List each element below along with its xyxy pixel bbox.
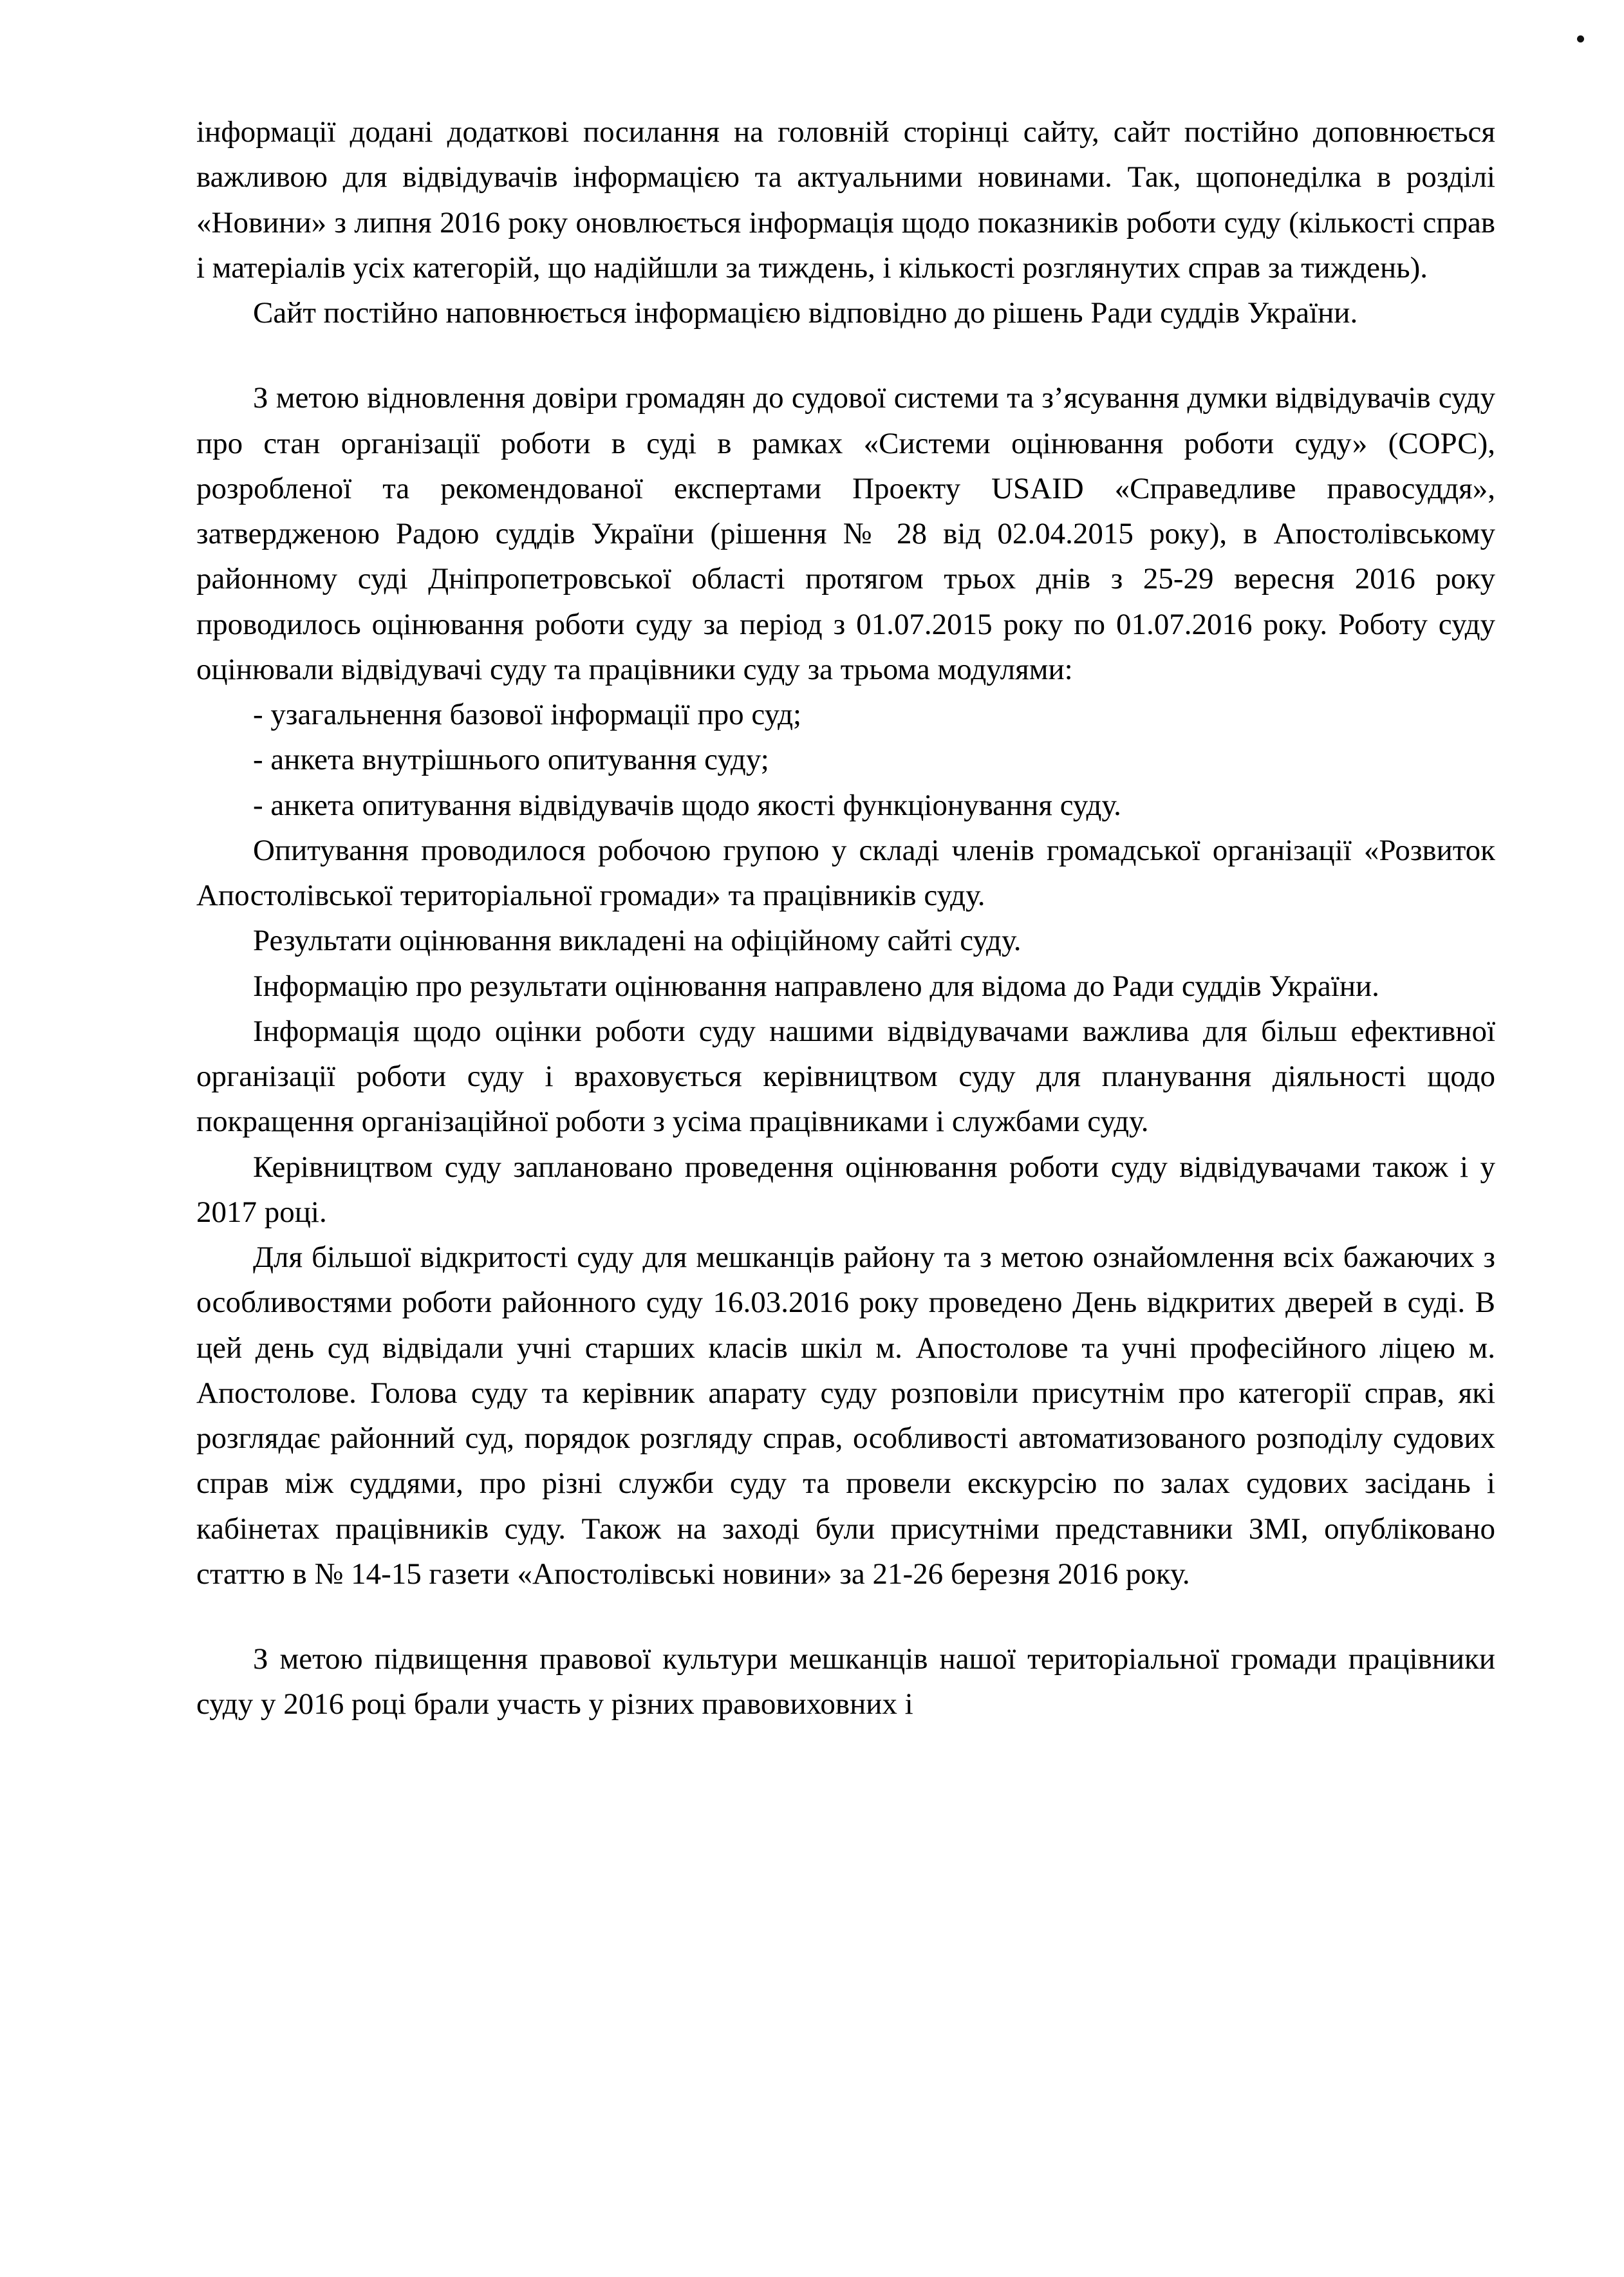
paragraph-importance: Інформація щодо оцінки роботи суду нашими відвідувачами важлива для більш ефективної організації роботи суду і враховується керівництвом суду для планування діяльності щодо покращення організаційної роботи з усіма працівниками і службами суду. — [196, 1014, 1495, 1139]
paragraph-site-filled: Сайт постійно наповнюється інформацією відповідно до рішень Ради суддів України. — [253, 296, 1358, 330]
paragraph-results-sent: Інформацію про результати оцінювання направлено для відома до Ради суддів України. — [253, 969, 1379, 1003]
paragraph-working-group: Опитування проводилося робочою групою у складі членів громадської організації «Розвиток Апостолівської територіальної громади» та працівників суду. — [196, 833, 1495, 912]
paragraph-site-info: інформації додані додаткові посилання на головній сторінці сайту, сайт постійно доповнюється важливою для відвідувачів інформацією та актуальними новинами. Так, щопонеділка в розділі «Новини» з липня 2016 року оновлюється інформація щодо показників роботи суду (кількості справ і матеріалів усіх категорій, що надійшли за тиждень, і кількості розглянутих справ за тиждень). — [196, 115, 1495, 285]
corner-dot-mark — [1577, 35, 1584, 42]
paragraph-module-1: - узагальнення базової інформації про суд; — [253, 698, 802, 731]
paragraph-legal-culture: З метою підвищення правової культури мешканців нашої територіальної громади працівники суду у 2016 році брали участь у різних правовиховних і — [196, 1642, 1495, 1721]
paragraph-spacer-1 — [196, 335, 1495, 375]
paragraph-plan-2017: Керівництвом суду заплановано проведення оцінювання роботи суду відвідувачами також і у 2017 році. — [196, 1150, 1495, 1229]
document-body — [196, 109, 1495, 1727]
paragraph-results-site: Результати оцінювання викладені на офіційному сайті суду. — [253, 924, 1022, 958]
paragraph-spacer-2 — [196, 1597, 1495, 1636]
paragraph-module-3: - анкета опитування відвідувачів щодо якості функціонування суду. — [253, 788, 1121, 822]
paragraph-module-2: - анкета внутрішнього опитування суду; — [253, 743, 769, 777]
paragraph-corps-evaluation: З метою відновлення довіри громадян до судової системи та з’ясування думки відвідувачів суду про стан організації роботи в суді в рамках «Системи оцінювання роботи суду» (СОРС), розробленої та рекомендованої експертами Проекту USAID «Справедливе правосуддя», затвердженою Радою суддів України (рішення № 28 від 02.04.2015 року), в Апостолівському районному суді Дніпропетровської області протягом трьох днів з 25-29 вересня 2016 року проводилось оцінювання роботи суду за період з 01.07.2015 року по 01.07.2016 року. Роботу суду оцінювали відвідувачі суду та працівники суду за трьома модулями: — [196, 381, 1495, 686]
paragraph-open-doors: Для більшої відкритості суду для мешканців району та з метою ознайомлення всіх бажаючих з особливостями роботи районного суду 16.03.2016 року проведено День відкритих дверей в суді. В цей день суд відвідали учні старших класів шкіл м. Апостолове та учні професійного ліцею м. Апостолове. Голова суду та керівник апарату суду розповіли присутнім про категорії справ, які розглядає районний суд, порядок розгляду справ, особливості автоматизованого розподілу судових справ між суддями, про різні служби суду та провели екскурсію по залах судових засідань і кабінетах працівників суду. Також на заході були присутніми представники ЗМІ, опубліковано статтю в № 14-15 газети «Апостолівські новини» за 21-26 березня 2016 року. — [196, 1241, 1495, 1591]
